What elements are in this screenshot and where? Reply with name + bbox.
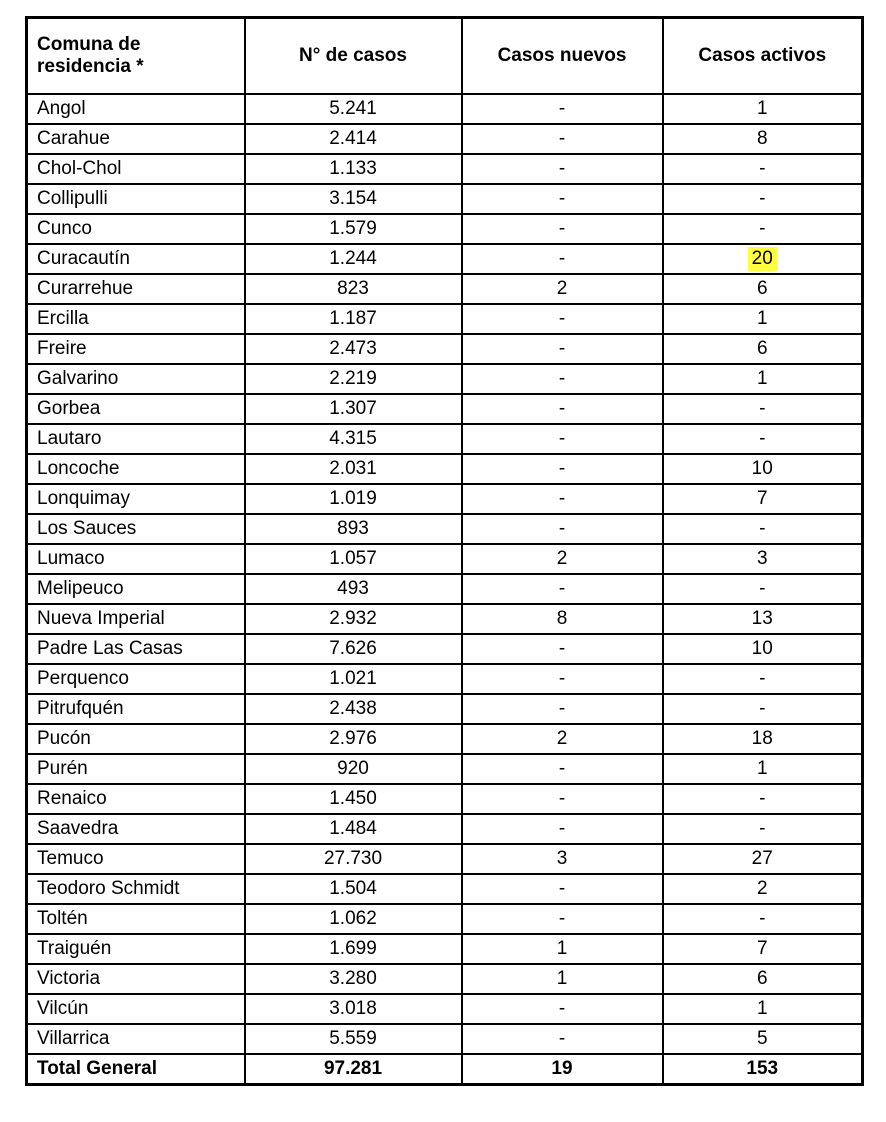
cell-comuna: Curacautín [27,244,245,274]
cell-nuevos: - [462,994,663,1024]
table-row [27,844,863,874]
cell-comuna: Pucón [27,724,245,754]
cell-comuna: Traiguén [27,934,245,964]
table-row [27,574,863,604]
table-row [27,424,863,454]
table-row [27,664,863,694]
cell-casos: 1.019 [245,484,462,514]
header-comuna-label: Comuna de residencia * [37,34,144,77]
cell-comuna: Lumaco [27,544,245,574]
cell-nuevos: - [462,754,663,784]
cell-casos: 1.187 [245,304,462,334]
total-cell-casos: 97.281 [245,1054,462,1085]
cell-nuevos: - [462,784,663,814]
cell-comuna: Perquenco [27,664,245,694]
cell-comuna: Vilcún [27,994,245,1024]
cell-activos: 10 [663,454,863,484]
cell-casos: 1.133 [245,154,462,184]
cell-nuevos: - [462,94,663,124]
cell-casos: 2.932 [245,604,462,634]
cell-comuna: Toltén [27,904,245,934]
table-row [27,724,863,754]
cell-activos: - [663,154,863,184]
cell-comuna: Nueva Imperial [27,604,245,634]
cell-casos: 1.579 [245,214,462,244]
cell-comuna: Carahue [27,124,245,154]
cell-comuna: Curarrehue [27,274,245,304]
cell-activos: 6 [663,334,863,364]
cell-nuevos: 2 [462,724,663,754]
cell-nuevos: - [462,424,663,454]
cell-casos: 1.307 [245,394,462,424]
cell-comuna: Freire [27,334,245,364]
cell-casos: 3.154 [245,184,462,214]
cell-activos: 7 [663,484,863,514]
cell-nuevos: - [462,694,663,724]
cell-activos: - [663,514,863,544]
cell-activos: - [663,424,863,454]
cell-comuna: Teodoro Schmidt [27,874,245,904]
total-row [27,1054,863,1085]
cell-casos: 2.414 [245,124,462,154]
cell-comuna: Galvarino [27,364,245,394]
cell-nuevos: - [462,1024,663,1054]
cell-activos: 2 [663,874,863,904]
cell-activos: 1 [663,304,863,334]
cell-activos: 6 [663,964,863,994]
cell-nuevos: - [462,454,663,484]
cell-nuevos: - [462,154,663,184]
cell-activos: 1 [663,754,863,784]
cell-activos: 18 [663,724,863,754]
cell-casos: 1.021 [245,664,462,694]
header-comuna [27,18,245,95]
cell-comuna: Los Sauces [27,514,245,544]
table-row [27,304,863,334]
cell-nuevos: - [462,634,663,664]
table-row [27,874,863,904]
table-row [27,334,863,364]
table-row [27,454,863,484]
cell-comuna: Pitrufquén [27,694,245,724]
cell-nuevos: - [462,334,663,364]
table-row [27,184,863,214]
cell-comuna: Lonquimay [27,484,245,514]
cases-table [25,16,864,1086]
cell-nuevos: - [462,184,663,214]
table-row [27,814,863,844]
cell-casos: 2.438 [245,694,462,724]
table-row [27,964,863,994]
cell-activos: - [663,184,863,214]
total-cell-activos: 153 [663,1054,863,1085]
cell-casos: 893 [245,514,462,544]
cell-comuna: Purén [27,754,245,784]
table-body [27,94,863,1085]
cell-activos: 1 [663,94,863,124]
cell-activos: - [663,904,863,934]
total-cell-nuevos: 19 [462,1054,663,1085]
cell-comuna: Ercilla [27,304,245,334]
cell-comuna: Gorbea [27,394,245,424]
table-row [27,1024,863,1054]
header-casos-activos: Casos activos [663,18,863,95]
cell-nuevos: - [462,304,663,334]
cell-casos: 1.244 [245,244,462,274]
cell-casos: 7.626 [245,634,462,664]
cell-activos: - [663,664,863,694]
cell-casos: 1.062 [245,904,462,934]
table-row [27,994,863,1024]
cell-casos: 1.699 [245,934,462,964]
cell-comuna: Saavedra [27,814,245,844]
cell-nuevos: - [462,874,663,904]
cell-comuna: Loncoche [27,454,245,484]
cell-nuevos: - [462,394,663,424]
cell-casos: 920 [245,754,462,784]
cell-casos: 493 [245,574,462,604]
header-casos-nuevos: Casos nuevos [462,18,663,95]
cell-nuevos: - [462,124,663,154]
cell-comuna: Collipulli [27,184,245,214]
cell-nuevos: - [462,364,663,394]
cell-comuna: Padre Las Casas [27,634,245,664]
cell-casos: 2.473 [245,334,462,364]
cell-activos: - [663,214,863,244]
cell-comuna: Temuco [27,844,245,874]
cell-activos: 5 [663,1024,863,1054]
cell-casos: 1.504 [245,874,462,904]
cell-nuevos: - [462,484,663,514]
table-row [27,94,863,124]
table-row [27,394,863,424]
cell-nuevos: - [462,904,663,934]
cell-comuna: Melipeuco [27,574,245,604]
cell-nuevos: - [462,214,663,244]
table-row [27,934,863,964]
header-casos: N° de casos [245,18,462,95]
cell-comuna: Chol-Chol [27,154,245,184]
cell-comuna: Villarrica [27,1024,245,1054]
table-row [27,784,863,814]
table-row [27,694,863,724]
cases-table-container [25,16,864,1086]
cell-nuevos: - [462,244,663,274]
cell-casos: 2.976 [245,724,462,754]
cell-comuna: Renaico [27,784,245,814]
cell-activos: 1 [663,994,863,1024]
highlighted-value: 20 [748,247,777,271]
cell-activos: 27 [663,844,863,874]
cell-casos: 2.219 [245,364,462,394]
table-row [27,154,863,184]
cell-activos [663,244,863,274]
cell-nuevos: 1 [462,964,663,994]
cell-nuevos: - [462,574,663,604]
cell-casos: 27.730 [245,844,462,874]
cell-nuevos: - [462,814,663,844]
cell-comuna: Angol [27,94,245,124]
table-row [27,244,863,274]
cell-casos: 4.315 [245,424,462,454]
cell-activos: 3 [663,544,863,574]
cell-comuna: Cunco [27,214,245,244]
cell-activos: 8 [663,124,863,154]
cell-activos: 10 [663,634,863,664]
cell-nuevos: - [462,664,663,694]
cell-activos: - [663,394,863,424]
table-row [27,634,863,664]
cell-nuevos: - [462,514,663,544]
table-row [27,604,863,634]
cell-activos: - [663,574,863,604]
cell-activos: 7 [663,934,863,964]
cell-activos: 1 [663,364,863,394]
cell-nuevos: 2 [462,274,663,304]
table-row [27,214,863,244]
total-cell-comuna: Total General [27,1054,245,1085]
table-row [27,274,863,304]
cell-nuevos: 8 [462,604,663,634]
header-row [27,18,863,95]
table-row [27,484,863,514]
cell-casos: 5.241 [245,94,462,124]
cell-casos: 3.018 [245,994,462,1024]
cell-casos: 2.031 [245,454,462,484]
cell-activos: 6 [663,274,863,304]
cell-comuna: Lautaro [27,424,245,454]
table-row [27,514,863,544]
cell-casos: 3.280 [245,964,462,994]
table-row [27,904,863,934]
cell-casos: 1.057 [245,544,462,574]
cell-activos: - [663,784,863,814]
cell-activos: - [663,814,863,844]
cell-casos: 5.559 [245,1024,462,1054]
cell-activos: - [663,694,863,724]
table-row [27,544,863,574]
cell-comuna: Victoria [27,964,245,994]
cell-casos: 1.484 [245,814,462,844]
cell-nuevos: 1 [462,934,663,964]
cell-casos: 1.450 [245,784,462,814]
cell-activos: 13 [663,604,863,634]
table-row [27,754,863,784]
cell-casos: 823 [245,274,462,304]
cell-nuevos: 2 [462,544,663,574]
table-row [27,124,863,154]
cell-nuevos: 3 [462,844,663,874]
table-row [27,364,863,394]
